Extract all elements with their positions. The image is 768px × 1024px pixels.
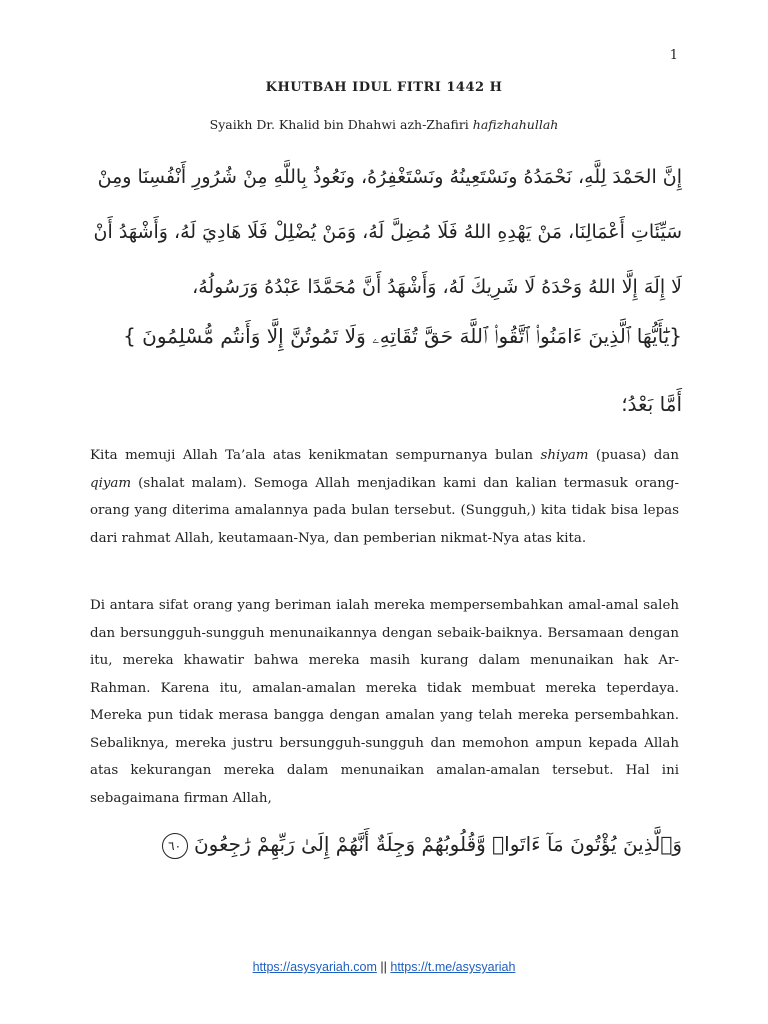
arabic-amma-badu: أَمَّا بَعْدُ؛ bbox=[621, 392, 682, 416]
author-name: Syaikh Dr. Khalid bin Dhahwi azh-Zhafiri bbox=[209, 117, 469, 132]
ayah-number-marker: ٦٠ bbox=[162, 833, 188, 859]
author-line bbox=[0, 117, 768, 132]
paragraph-1-part-1: Kita memuji Allah Ta’ala atas kenikmatan sempurnanya bulan bbox=[90, 448, 541, 463]
author-honorific: hafizhahullah bbox=[472, 117, 559, 132]
paragraph-1 bbox=[90, 442, 679, 552]
footer-link-telegram[interactable]: https://t.me/asysyariah bbox=[390, 960, 516, 974]
paragraph-1-part-3: (shalat malam). Semoga Allah menjadikan kami dan kalian termasuk orang-orang yang diterima amalannya pada bulan tersebut. (Sungguh,) kita tidak bisa lepas dari rahmat Allah, keutamaan-Nya, dan pemberian nikmat-Nya atas kita. bbox=[90, 475, 679, 546]
footer-link-website[interactable]: https://asysyariah.com bbox=[252, 960, 377, 974]
paragraph-1-part-2: (puasa) dan bbox=[588, 448, 679, 463]
arabic-verse-taqwa: {يَٰٓأَيُّهَا ٱلَّذِينَ ءَامَنُوا۟ ٱتَّقُوا۟ ٱللَّهَ حَقَّ تُقَاتِهِۦ وَلَا تَمُوتُنَّ إِلَّا وَأَنتُم مُّسْلِمُونَ } bbox=[123, 324, 682, 348]
term-qiyam: qiyam bbox=[90, 475, 132, 491]
footer-links bbox=[0, 960, 768, 974]
arabic-verse-muminun bbox=[90, 824, 682, 864]
paragraph-2: Di antara sifat orang yang beriman ialah mereka mempersembahkan amal-amal saleh dan bersungguh-sungguh menunaikannya dengan sebaik-baiknya. Bersamaan dengan itu, mereka khawatir bahwa mereka masih kurang dalam menunaikan hak Ar-Rahman. Karena itu, amalan-amalan mereka tidak membuat mereka teperdaya. Mereka pun tidak merasa bangga dengan amalan yang telah mereka persembahkan. Sebaliknya, mereka justru bersungguh-sungguh dan memohon ampun kepada Allah atas kekurangan mereka dalam menunaikan amalan-amalan tersebut. Hal ini sebagaimana firman Allah, bbox=[90, 598, 679, 806]
term-shiyam: shiyam bbox=[540, 448, 589, 463]
arabic-opening: إِنَّ الحَمْدَ لِلَّهِ، نَحْمَدُهُ ونَسْتَعِينُهُ ونَسْتَغْفِرُهُ، ونَعُوذُ بِاللَّهِ مِنْ شُرُورِ أَنْفُسِنَا ومِنْ سَيِّئَاتِ أَعْمَالِنَا، مَنْ يَهْدِهِ اللهُ فَلَا مُضِلَّ لَهُ، وَمَنْ يُضْلِلْ فَلَا هَادِيَ لَهُ، وَأَشْهَدُ أَنْ لَا إِلَهَ إِلَّا اللهُ وَحْدَهُ لَا شَرِيكَ لَهُ، وَأَشْهَدُ أَنَّ مُحَمَّدًا عَبْدُهُ وَرَسُولُهُ، bbox=[93, 166, 682, 298]
arabic-verse-text: وَٱلَّذِينَ يُؤْتُونَ مَآ ءَاتَوا۟ وَّقُلُوبُهُمْ وَجِلَةٌ أَنَّهُمْ إِلَىٰ رَبِّهِمْ رَٰجِعُونَ bbox=[193, 832, 682, 856]
footer-separator: || bbox=[376, 960, 391, 974]
page-number: 1 bbox=[669, 48, 678, 63]
page-title: KHUTBAH IDUL FITRI 1442 H bbox=[265, 80, 503, 95]
